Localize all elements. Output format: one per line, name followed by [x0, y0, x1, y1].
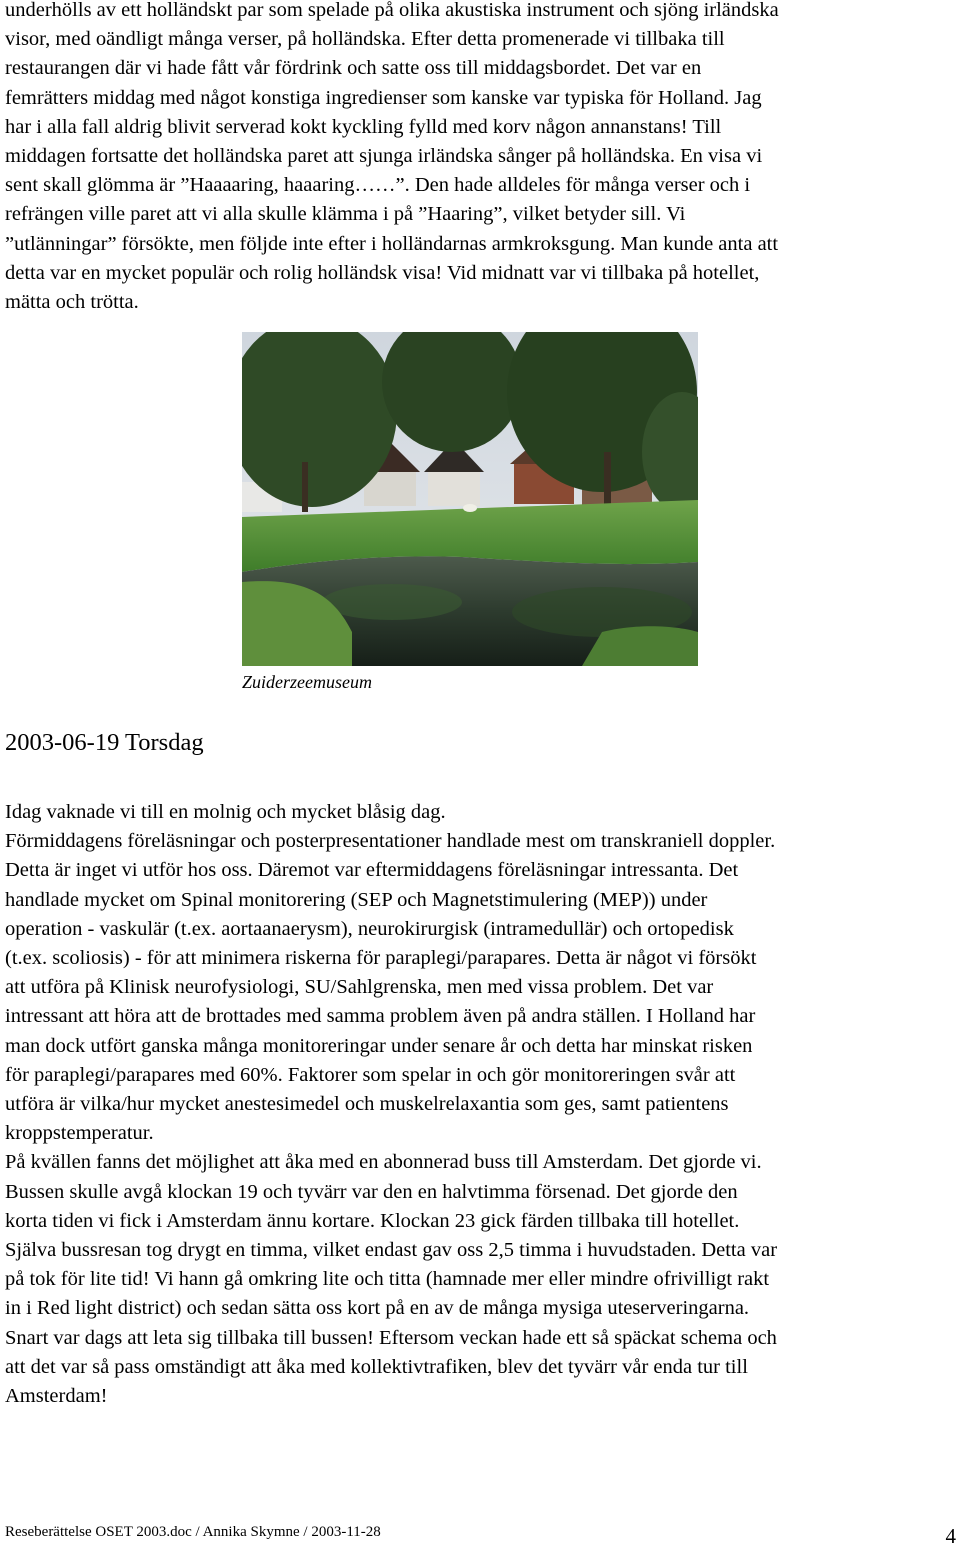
footer-text: Reseberättelse OSET 2003.doc / Annika Skymne / 2003-11-28: [5, 1524, 381, 1540]
intro-paragraph: underhölls av ett holländskt par som spelade på olika akustiska instrument och sjöng irländska visor, med oändligt många verser, på holländska. Efter detta promenerade vi tillbaka till restaurangen där vi hade fått vår fördrink och satte oss till middagsbordet. Det var en femrätters middag med något konstiga ingredienser som kanske var typiska för Holland. Jag har i alla fall aldrig blivit serverad kokt kyckling fylld med korv någon annanstans! Till middagen fortsatte det holländska paret att sjunga irländska sånger på holländska. En visa vi sent skall glömma är ”Haaaaring, haaaring……”. Den hade alldeles för många verser och i refrängen ville paret att vi alla skulle klämma i på ”Haaring”, vilket betyder sill. Vi ”utlänningar” försökte, men följde inte efter i holländarnas armkroksgung. Man kunde anta att detta var en mycket populär och rolig holländsk visa! Vid midnatt var vi tillbaka på hotellet, mätta och trötta.: [5, 0, 779, 314]
entry-paragraph: Idag vaknade vi till en molnig och mycket blåsig dag. Förmiddagens föreläsningar och posterpresentationer handlade mest om transkraniell doppler. Detta är inget vi utför hos oss. Däremot var eftermiddagens föreläsningar intressanta. Det handlade mycket om Spinal monitorering (SEP och Magnetstimulering (MEP)) under operation - vaskulär (t.ex. aortaanaerysm), neurokirurgisk (intramedullär) och ortopedisk (t.ex. scoliosis) - för att minimera riskerna för paraplegi/parapares. Detta är något vi försökt att utföra på Klinisk neurofysiologi, SU/Sahlgrenska, men med vissa problem. Det var intressant att höra att de brottades med samma problem även på andra ställen. I Holland har man dock utfört ganska många monitoreringar under senare år och detta har minskat risken för paraplegi/parapares med 60%. Faktorer som spelar in och gör monitoreringen svår att utföra är vilka/hur mycket anestesimedel och muskelrelaxantia som ges, samt patientens kroppstemperatur. På kvällen fanns det möjlighet att åka med en abonnerad buss till Amsterdam. Det gjorde vi. Bussen skulle avgå klockan 19 och tyvärr var den en halvtimma försenad. Det gjorde den korta tiden vi fick i Amsterdam ännu kortare. Klockan 23 gick färden tillbaka till hotellet. Själva bussresan tog drygt en timma, vilket endast gav oss 2,5 timma i huvudstaden. Detta var på tok för lite tid! Vi hann gå omkring lite och titta (hamnade mer eller mindre ofrivilligt rakt in i Red light district) och sedan sätta oss kort på en av de många mysiga uteserveringarna. Snart var dags att leta sig tillbaka till bussen! Eftersom veckan hade ett så späckat schema och att det var så pass omständigt att åka med kollektivtrafiken, blev det tyvärr vår enda tur till Amsterdam!: [5, 801, 778, 1408]
photo-caption: Zuiderzeemuseum: [242, 672, 372, 692]
page-number: 4: [945, 1524, 956, 1548]
date-heading: 2003-06-19 Torsdag: [5, 729, 204, 756]
zuiderzeemuseum-photo: [242, 332, 698, 666]
